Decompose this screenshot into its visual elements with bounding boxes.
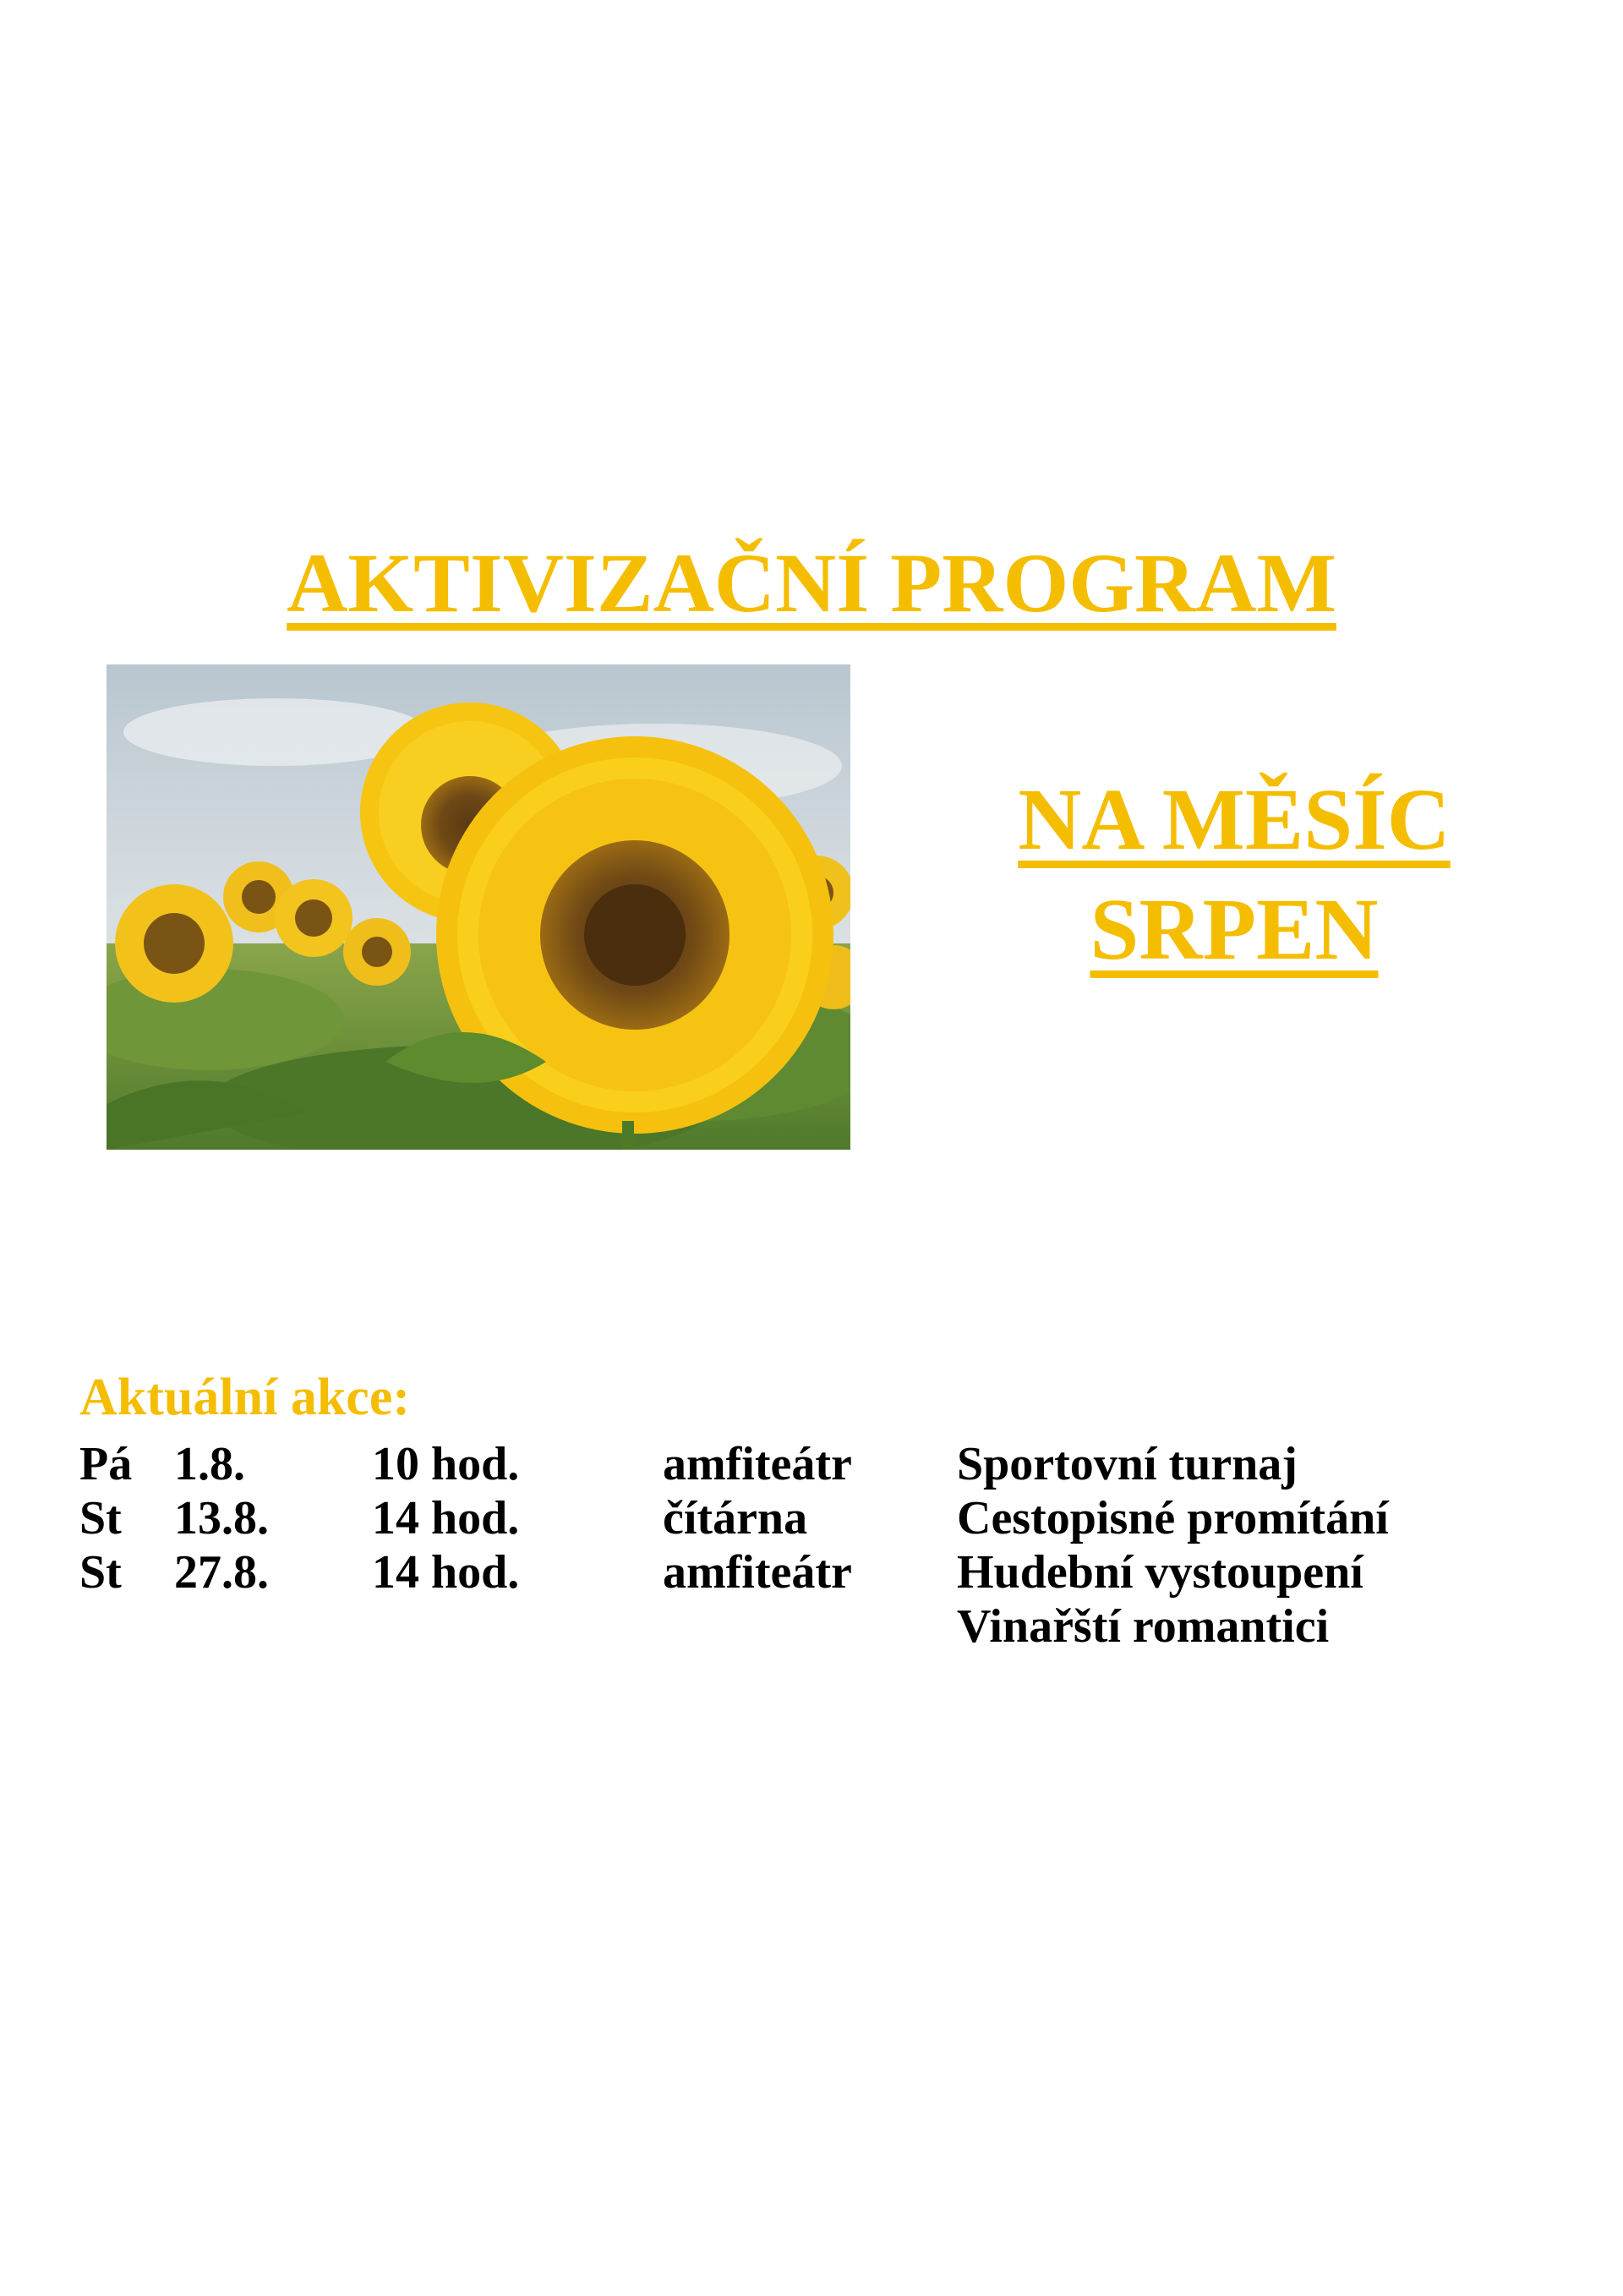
event-time: 14 hod. xyxy=(372,1492,520,1544)
subtitle-line-1: NA MĚSÍC xyxy=(1018,771,1451,868)
events-heading: Aktuální akce: xyxy=(79,1369,410,1426)
event-place: amfiteátr xyxy=(663,1546,852,1599)
event-day: St xyxy=(79,1492,122,1544)
event-place: čítárna xyxy=(663,1492,808,1544)
event-name: Sportovní turnaj xyxy=(957,1438,1298,1490)
event-name: Hudební vystoupení xyxy=(957,1546,1363,1599)
event-place: amfiteátr xyxy=(663,1438,852,1490)
event-day: Pá xyxy=(79,1438,133,1490)
event-name: Cestopisné promítání xyxy=(957,1492,1389,1544)
event-date: 27.8. xyxy=(174,1546,269,1599)
event-date: 13.8. xyxy=(174,1492,269,1544)
event-time: 14 hod. xyxy=(372,1546,520,1599)
event-date: 1.8. xyxy=(174,1438,245,1490)
sunflower-photo xyxy=(107,664,850,1150)
subtitle xyxy=(930,765,1538,985)
event-time: 10 hod. xyxy=(372,1438,520,1490)
event-name: Vinařští romantici xyxy=(957,1600,1330,1653)
page-title: AKTIVIZAČNÍ PROGRAM xyxy=(287,536,1336,630)
subtitle-line-2: SRPEN xyxy=(1090,881,1379,978)
event-day: St xyxy=(79,1546,122,1599)
